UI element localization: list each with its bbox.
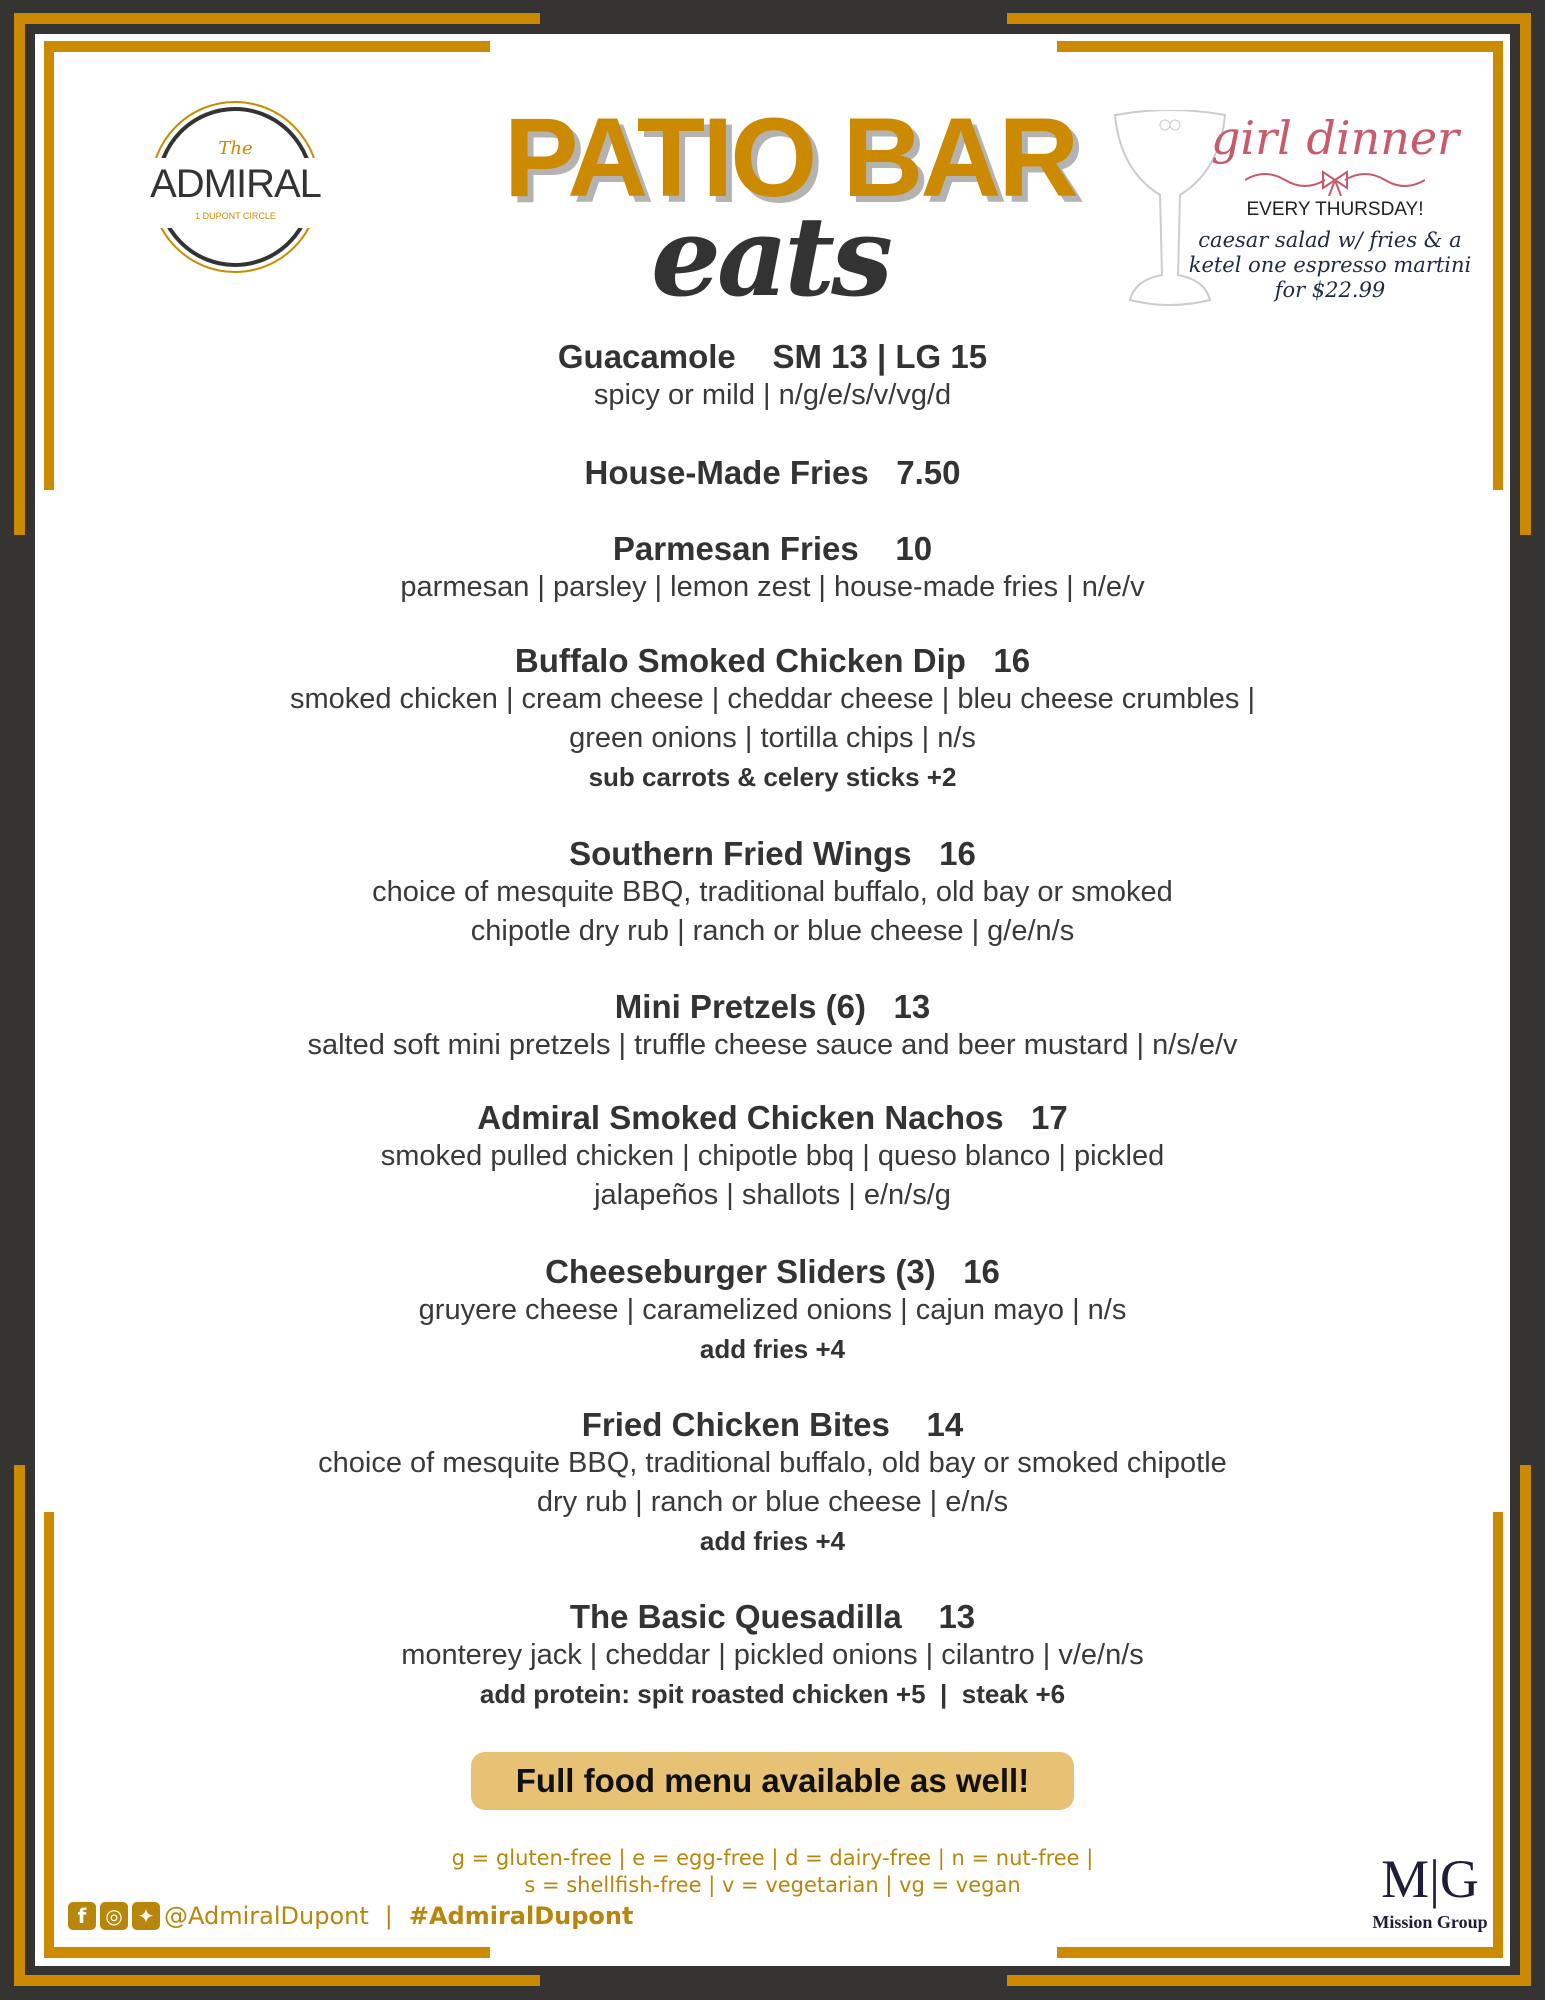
menu-item-description: salted soft mini pretzels | truffle cheese sauce and beer mustard | n/s/e/v <box>307 1029 1238 1061</box>
title-patio-bar: PATIO BAR <box>503 95 1077 220</box>
instagram-icon[interactable]: ◎ <box>100 1902 128 1930</box>
menu-item-addon: add fries +4 <box>699 1526 846 1556</box>
menu-item-title: House-Made Fries 7.50 <box>584 454 961 491</box>
frame-inner-top-right <box>1057 41 1503 52</box>
menu-item <box>35 641 1510 797</box>
menu-item-description: choice of mesquite BBQ, traditional buffalo, old bay or smoked <box>372 876 1173 908</box>
menu-item <box>35 834 1510 951</box>
menu-item-addon: sub carrots & celery sticks +2 <box>588 762 957 792</box>
menu-item-title: Southern Fried Wings 16 <box>569 835 976 872</box>
girl-dinner-promo <box>1105 110 1485 310</box>
menu-item-description: green onions | tortilla chips | n/s <box>569 722 976 754</box>
social-handle[interactable]: @AdmiralDupont <box>164 1902 369 1930</box>
menu-item-description: parmesan | parsley | lemon zest | house-made fries | n/e/v <box>400 571 1145 603</box>
brand-mark: M|G <box>1381 1849 1479 1909</box>
facebook-icon[interactable]: f <box>68 1902 96 1930</box>
menu-item-title: Mini Pretzels (6) 13 <box>614 988 931 1025</box>
brand-name: Mission Group <box>1372 1912 1488 1932</box>
frame-inner-top-left <box>44 41 490 52</box>
logo-the: The <box>218 138 253 159</box>
social-row <box>68 1900 633 1932</box>
menu-item <box>35 1405 1510 1561</box>
frame-inner-left-top <box>44 41 54 490</box>
menu-item-description: gruyere cheese | caramelized onions | cajun mayo | n/s <box>418 1294 1127 1326</box>
menu-item-title: Buffalo Smoked Chicken Dip 16 <box>514 642 1031 679</box>
logo-name: ADMIRAL <box>150 162 321 206</box>
menu-item-addon: add protein: spit roasted chicken +5 | steak +6 <box>479 1679 1066 1709</box>
promo-day: EVERY THURSDAY! <box>1246 199 1424 220</box>
frame-outer-bottom-right <box>1007 1975 1531 1986</box>
menu-item-description: dry rub | ranch or blue cheese | e/n/s <box>536 1486 1009 1518</box>
menu-item-description: choice of mesquite BBQ, traditional buffalo, old bay or smoked chipotle <box>318 1447 1227 1479</box>
dietary-legend-line-1: g = gluten-free | e = egg-free | d = dairy-free | n = nut-free | <box>451 1846 1094 1870</box>
frame-outer-bottom-left <box>14 1975 540 1986</box>
menu-item <box>35 529 1510 607</box>
frame-outer-left-bottom <box>14 1465 25 1986</box>
twitter-icon[interactable]: ✦ <box>132 1902 160 1930</box>
menu-item-description: spicy or mild | n/g/e/s/v/vg/d <box>593 379 952 411</box>
menu-item-addon: add fries +4 <box>699 1334 846 1364</box>
full-menu-banner: Full food menu available as well! <box>471 1752 1074 1810</box>
menu-item <box>35 1098 1510 1215</box>
menu-item-description: chipotle dry rub | ranch or blue cheese | g/e/n/s <box>470 915 1075 947</box>
menu-item-description: monterey jack | cheddar | pickled onions | cilantro | v/e/n/s <box>401 1639 1144 1671</box>
ribbon-divider-icon <box>1245 168 1425 196</box>
promo-title: girl dinner <box>1210 111 1460 165</box>
promo-line-3: for $22.99 <box>1274 278 1386 302</box>
menu-item-title: Fried Chicken Bites 14 <box>581 1406 964 1443</box>
menu-item-title: Admiral Smoked Chicken Nachos 17 <box>477 1099 1068 1136</box>
title-eats: eats <box>651 192 889 321</box>
menu-item <box>35 1252 1510 1369</box>
admiral-logo <box>133 100 338 274</box>
promo-line-1: caesar salad w/ fries & a <box>1198 228 1462 252</box>
logo-address: 1 DUPONT CIRCLE <box>195 211 276 221</box>
menu-item-title: The Basic Quesadilla 13 <box>569 1598 976 1635</box>
menu-item <box>35 337 1510 415</box>
frame-inner-bottom-left <box>44 1947 490 1958</box>
social-separator: | <box>384 1902 393 1930</box>
dietary-legend-line-2: s = shellfish-free | v = vegetarian | vg = vegan <box>524 1873 1021 1897</box>
frame-outer-right-bottom <box>1520 1465 1531 1986</box>
frame-outer-top-left <box>14 13 540 24</box>
menu-item <box>35 453 1510 492</box>
menu-item <box>35 1597 1510 1714</box>
menu-item-description: smoked pulled chicken | chipotle bbq | queso blanco | pickled <box>380 1140 1165 1172</box>
menu-item-title: Guacamole SM 13 | LG 15 <box>557 338 988 375</box>
social-hashtag[interactable]: #AdmiralDupont <box>408 1902 634 1930</box>
frame-outer-right-top <box>1520 13 1531 535</box>
menu-item-description: smoked chicken | cream cheese | cheddar cheese | bleu cheese crumbles | <box>289 683 1256 715</box>
frame-outer-left-top <box>14 13 25 535</box>
frame-inner-bottom-right <box>1057 1947 1503 1958</box>
mission-group-logo <box>1350 1848 1510 1940</box>
menu-item-title: Parmesan Fries 10 <box>612 530 933 567</box>
frame-outer-top-right <box>1007 13 1531 24</box>
promo-line-2: ketel one espresso martini <box>1188 253 1472 277</box>
menu-item <box>35 987 1510 1065</box>
menu-item-description: jalapeños | shallots | e/n/s/g <box>594 1179 951 1211</box>
menu-item-title: Cheeseburger Sliders (3) 16 <box>545 1253 1000 1290</box>
